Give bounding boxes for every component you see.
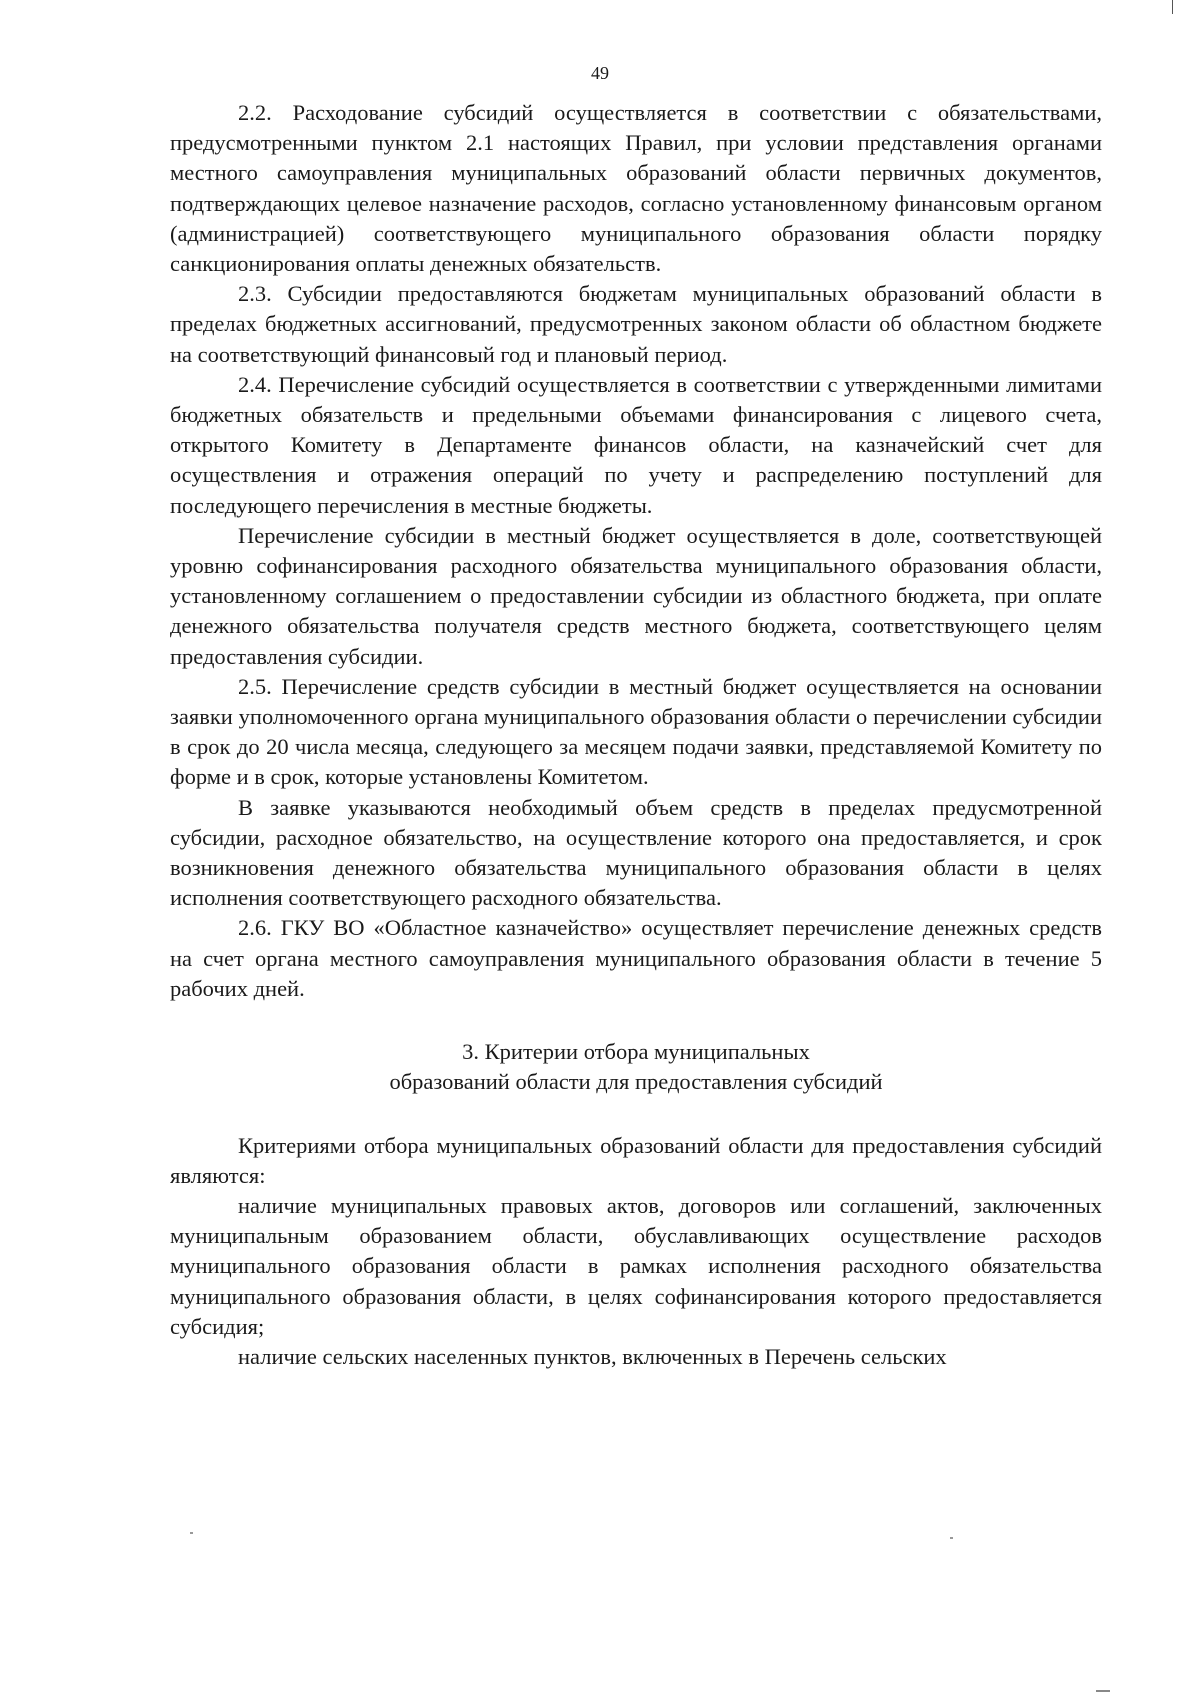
paragraph-2-6: 2.6. ГКУ ВО «Областное казначейство» осуществляет перечисление денежных средств на счет органа местного самоуправления муниципального образования области в течение 5 рабочих дней. (170, 915, 1102, 1001)
paragraph-2-5: 2.5. Перечисление средств субсидии в местный бюджет осуществляется на основании заявки уполномоченного органа муниципального образования области о перечислении субсидии в срок до 20 числа месяца, следующего за месяцем подачи заявки, представляемой Комитету по форме и в срок, которые установлены Комитетом. (170, 673, 1102, 790)
scan-dust-mark (950, 1537, 953, 1539)
document-body (170, 98, 1102, 1372)
section-heading (170, 1037, 1102, 1097)
paragraph-criteria-intro: Критериями отбора муниципальных образований области для предоставления субсидий являются: (170, 1132, 1102, 1188)
page-number: 49 (591, 63, 609, 83)
paragraph-2-5-cont: В заявке указываются необходимый объем средств в пределах предусмотренной субсидии, расходное обязательство, на осуществление которого она предоставляется, и срок возникновения денежного обязательства муниципального образования области в целях исполнения соответствующего расходного обязательства. (170, 794, 1102, 911)
paragraph-2-2: 2.2. Расходование субсидий осуществляется в соответствии с обязательствами, предусмотренными пунктом 2.1 настоящих Правил, при условии представления органами местного самоуправления муниципальных образований области первичных документов, подтверждающих целевое назначение расходов, согласно установленному финансовым органом (администрацией) соответствующего муниципального образования области порядку санкционирования оплаты денежных обязательств. (170, 100, 1102, 277)
scan-edge-mark (1172, 0, 1173, 14)
paragraph-2-4: 2.4. Перечисление субсидий осуществляется в соответствии с утвержденными лимитами бюджетных обязательств и предельными объемами финансирования с лицевого счета, открытого Комитету в Департаменте финансов области, на казначейский счет для осуществления и отражения операций по учету и распределению поступлений для последующего перечисления в местные бюджеты. (170, 371, 1102, 518)
scan-edge-mark (1096, 1690, 1110, 1692)
paragraph-criteria-2: наличие сельских населенных пунктов, включенных в Перечень сельских (238, 1343, 947, 1369)
paragraph-criteria-1: наличие муниципальных правовых актов, договоров или соглашений, заключенных муниципальным образованием области, обуславливающих осуществление расходов муниципального образования области в рамках исполнения расходного обязательства муниципального образования области, в целях софинансирования которого предоставляется субсидия; (170, 1192, 1102, 1339)
paragraph-2-3: 2.3. Субсидии предоставляются бюджетам муниципальных образований области в пределах бюджетных ассигнований, предусмотренных законом области об областном бюджете на соответствующий финансовый год и плановый период. (170, 281, 1102, 367)
section-heading-line-1: 3. Критерии отбора муниципальных (462, 1039, 810, 1065)
scan-dust-mark (190, 1532, 193, 1534)
section-heading-line-2: образований области для предоставления субсидий (389, 1069, 883, 1095)
paragraph-2-4-cont: Перечисление субсидии в местный бюджет осуществляется в доле, соответствующей уровню софинансирования расходного обязательства муниципального образования области, установленному соглашением о предоставлении субсидии из областного бюджета, при оплате денежного обязательства получателя средств местного бюджета, соответствующего целям предоставления субсидии. (170, 522, 1102, 669)
